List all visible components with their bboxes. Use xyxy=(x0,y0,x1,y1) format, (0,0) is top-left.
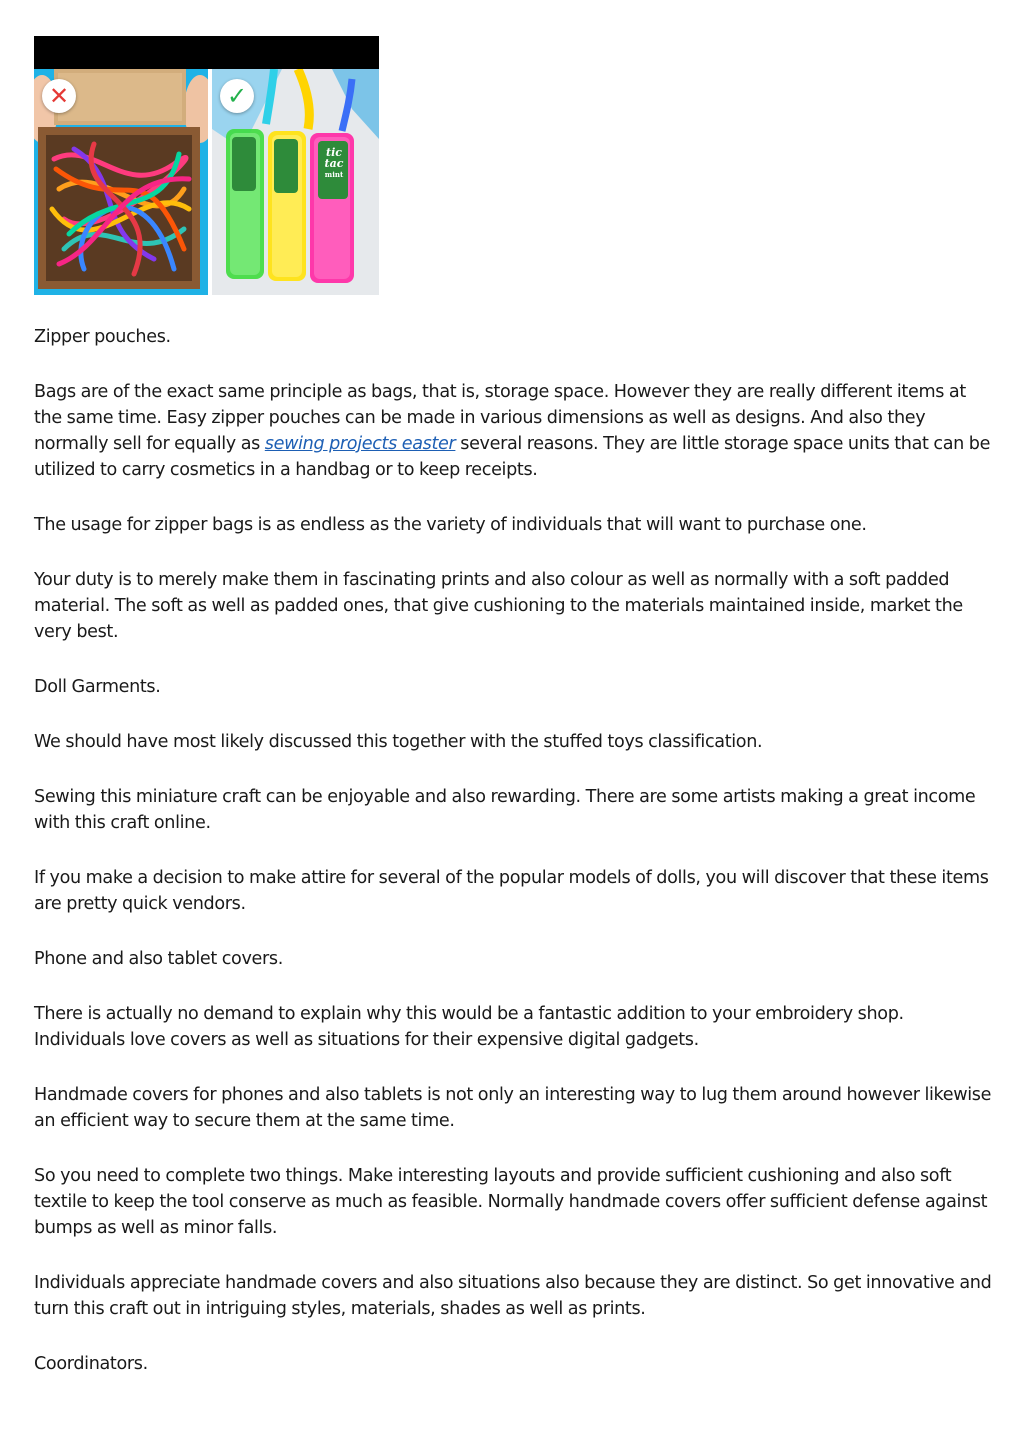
check-mark-icon: ✓ xyxy=(220,79,254,113)
paragraph-text-after-link: several reasons. They are little storage space units that can be utilized to carry cosmetics in a handbag or to keep receipts. xyxy=(34,434,991,480)
paragraph-text-before-link: Bags are of the exact same principle as bags, that is, storage space. However they are really different items at the same time. Easy zipper pouches can be made in various dimensions as well as designs. And also they normally sell for equally as xyxy=(34,382,966,454)
tangled-ribbons-panel xyxy=(34,69,208,295)
cross-mark-icon: ✕ xyxy=(42,79,76,113)
paragraph-covers-demand: There is actually no demand to explain why this would be a fantastic addition to your embroidery shop. Individuals love covers as well as situations for their expensive digital gadgets. xyxy=(34,1004,904,1050)
tic-tac-label-line-1: tic xyxy=(326,146,342,159)
hero-image-content xyxy=(34,69,379,295)
paragraph-doll-stuffed-toys: We should have most likely discussed this together with the stuffed toys classification. xyxy=(34,732,763,752)
paragraph-covers-distinct: Individuals appreciate handmade covers and also situations also because they are distinct. So get innovative and turn this craft out in intriguing styles, materials, shades as well as prints. xyxy=(34,1273,992,1319)
tic-tac-label-line-2: tac xyxy=(324,157,344,170)
section-heading-coordinators: Coordinators. xyxy=(34,1354,148,1374)
section-heading-doll-garments: Doll Garments. xyxy=(34,677,161,697)
paragraph-covers-handmade: Handmade covers for phones and also tablets is not only an interesting way to lug them around however likewise an efficient way to secure them at the same time. xyxy=(34,1085,992,1131)
article-body xyxy=(34,324,992,1406)
paragraph-zipper-usage: The usage for zipper bags is as endless as the variety of individuals that will want to purchase one. xyxy=(34,515,867,535)
tic-tac-label-text xyxy=(320,147,348,180)
section-heading-zipper-pouches: Zipper pouches. xyxy=(34,327,171,347)
sewing-projects-easter-link[interactable]: sewing projects easter xyxy=(264,434,456,454)
paragraph-zipper-pouches xyxy=(34,379,992,483)
paragraph-doll-attire: If you make a decision to make attire for several of the popular models of dolls, you will discover that these items are pretty quick vendors. xyxy=(34,868,989,914)
paragraph-doll-miniature-craft: Sewing this miniature craft can be enjoyable and also rewarding. There are some artists making a great income with this craft online. xyxy=(34,787,976,833)
box-lid-inner-shape xyxy=(58,73,182,121)
paragraph-covers-two-things: So you need to complete two things. Make interesting layouts and provide sufficient cushioning and also soft textile to keep the tool conserve as much as feasible. Normally handmade covers offer sufficient defense against bumps as well as minor falls. xyxy=(34,1166,988,1238)
hero-image xyxy=(34,36,379,295)
tic-tac-label-line-3: mint xyxy=(324,170,344,179)
organized-ribbons-panel xyxy=(212,69,379,295)
section-heading-phone-tablet-covers: Phone and also tablet covers. xyxy=(34,949,283,969)
paragraph-zipper-duty: Your duty is to merely make them in fascinating prints and also colour as well as normally with a soft padded material. The soft as well as padded ones, that give cushioning to the materials maintained inside, market the very best. xyxy=(34,570,963,642)
